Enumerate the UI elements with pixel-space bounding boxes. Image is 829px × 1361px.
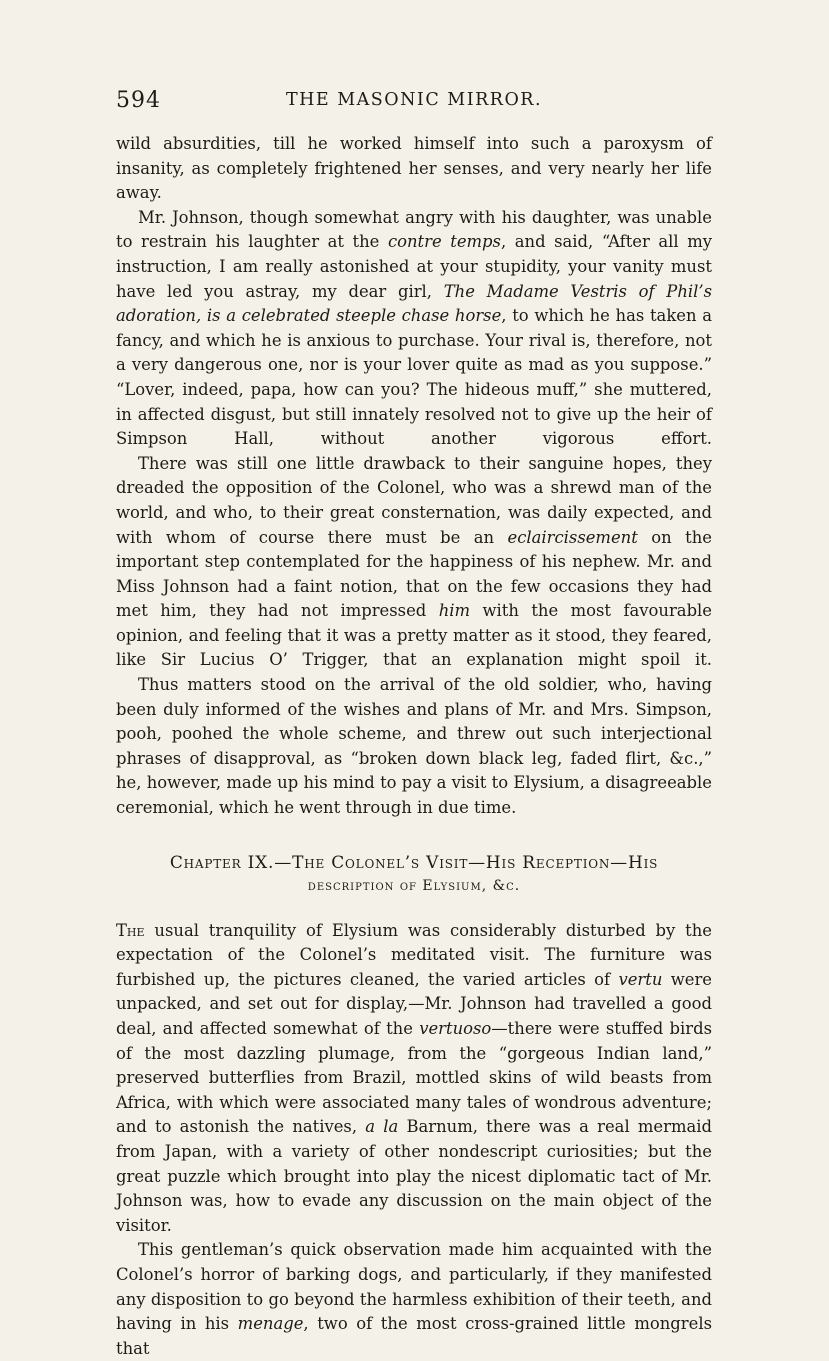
- paragraph: This gentleman’s quick observation made him acquainted with the Colonel’s horror of barking dogs, and particularly, if they manifested any disposition to go beyond the harmless exhibition of their teeth, and having in his menage, two of the most cross-grained little mongrels that: [116, 1240, 712, 1358]
- paragraph: There was still one little drawback to their sanguine hopes, they dreaded the opposition of the Colonel, who was a shrewd man of the world, and who, to their great consternation, was daily expected, and with whom of course there must be an eclaircissement on the important step contemplated for the happiness of his nephew. Mr. and Miss Johnson had a faint notion, that on the few occasions they had met him, they had not impressed him with the most favourable opinion, and feeling that it was a pretty matter as it stood, they feared, like Sir Lucius O’ Trigger, that an explanation might spoil it.: [116, 453, 713, 670]
- italic-phrase: menage: [237, 1314, 304, 1334]
- italic-phrase: eclaircissement: [507, 527, 638, 547]
- page-number: 594: [116, 88, 161, 113]
- chapter-heading: [116, 851, 712, 897]
- paragraph: The usual tranquility of Elysium was considerably disturbed by the expectation of the Colonel’s meditated visit. The furniture was furbished up, the pictures cleaned, the varied articles of vertu were unpacked, and set out for display,—Mr. Johnson had travelled a good deal, and affected somewhat of the vertuoso—there were stuffed birds of the most dazzling plumage, from the “gorgeous Indian land,” preserved butterflies from Brazil, mottled skins of wild beasts from Africa, with which were associated many tales of wondrous adventure; and to astonish the natives, a la Barnum, there was a real mermaid from Japan, with a variety of other nondescript curiosities; but the great puzzle which brought into play the nicest diplomatic tact of Mr. Johnson was, how to evade any discussion on the main object of the visitor.: [116, 920, 713, 1235]
- lead-word: The: [116, 920, 145, 940]
- italic-phrase: vertu: [618, 969, 663, 989]
- chapter-subtitle: description of Elysium, &c.: [307, 877, 521, 894]
- paragraph: Thus matters stood on the arrival of the old soldier, who, having been duly informed of the wishes and plans of Mr. and Mrs. Simpson, pooh, poohed the whole scheme, and threw out such interjectional phrases of disapproval, as “broken down black leg, faded flirt, &c.,” he, however, made up his mind to pay a visit to Elysium, a disagreeable ceremonial, which he went through in due time.: [116, 675, 712, 818]
- italic-phrase: vertuoso: [419, 1019, 492, 1038]
- chapter-title: Chapter IX.—The Colonel’s Visit—His Reception—His: [169, 852, 659, 873]
- running-title: THE MASONIC MIRROR.: [285, 90, 543, 110]
- page-body: [116, 132, 712, 1361]
- italic-phrase: contre temps: [387, 232, 501, 252]
- page-header: [116, 88, 712, 118]
- paragraph: wild absurdities, till he worked himself into such a paroxysm of insanity, as completely frightened her senses, and very nearly her life away.: [116, 134, 712, 203]
- italic-phrase: him: [438, 601, 471, 621]
- italic-phrase: a la: [365, 1117, 399, 1137]
- paragraph: Mr. Johnson, though somewhat angry with his daughter, was unable to restrain his laughter at the contre temps, and said, “After all my instruction, I am really astonished at your stupidity, your vanity must have led you astray, my dear girl, The Madame Vestris of Phil’s adoration, is a celebrated steeple chase horse, to which he has taken a fancy, and which he is anxious to purchase. Your rival is, therefore, not a very dangerous one, nor is your lover quite as mad as you suppose.” “Lover, indeed, papa, how can you? The hideous muff,” she muttered, in affected disgust, but still innately resolved not to give up the heir of Simpson Hall, without another vigorous effort.: [116, 207, 713, 449]
- italic-phrase: The Madame Vestris of Phil’s adoration, is a celebrated steeple chase horse: [116, 281, 713, 326]
